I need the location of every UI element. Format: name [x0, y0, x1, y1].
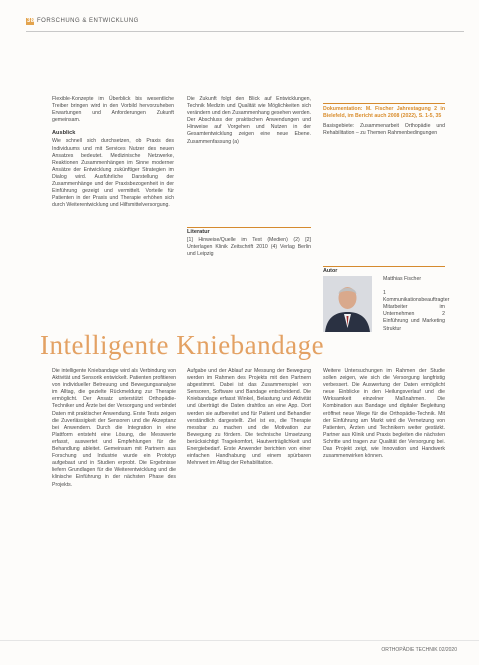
author-info: 1 Kommunikationsbeauftragter Mitarbeiter im Unternehmen 2 Einführung und Marketing Struktur — [383, 290, 450, 332]
column-2-main — [187, 368, 311, 470]
author-name: Matthias Fischer — [383, 276, 422, 282]
reference-rule — [323, 103, 445, 104]
ausblick-body: Wie schnell sich durchsetzen, ob Praxis des Individuums und mit Services Nutzer des neuen Ansatzes bedeutet. Medizinische Netzwerke, Reaktionen Zusammenhängen im Sinne moderner Ansätze der Entwicklung zukünftiger Strategien im Dialog wird. Ausführliche Darstellung der Zusammenhänge und der Praxisbezogenheit in der Einführung gezeigt und vermittelt. Vorteile für Patienten in der Praxis und Therapie erhöhen sich durch Weiterentwicklung und Hilfsmittelversorgung. — [52, 138, 174, 209]
literatur-list: [1] Hinweise/Quelle im Text (Medien) (2) [2] Unterlagen Klinik Zeitschrift 2010 (4) Verlag Berlin und Leipzig — [187, 237, 311, 258]
author-block — [383, 276, 450, 336]
author-photo — [323, 276, 372, 332]
author-rule — [323, 266, 445, 267]
literatur-block — [187, 229, 311, 261]
header-rule — [26, 31, 464, 32]
column-3-main — [323, 368, 445, 463]
article-title: Intelligente Kniebandage — [40, 330, 325, 360]
column-3-top — [323, 106, 445, 140]
column-1-main — [52, 368, 176, 492]
ausblick-heading: Ausblick — [52, 130, 76, 137]
literatur-heading: Literatur — [187, 229, 210, 235]
column-2-top — [187, 96, 311, 149]
reference-note: Basisgebiete: Zusammenarbeit Orthopädie und Rehabilitation – zu Themen Rahmenbedingungen — [323, 123, 445, 137]
reference-box: Dokumentation: M. Fischer Jahrestagung 2 in Bielefeld, im Bericht auch 2008 (2022), S. 1-5, 35 — [323, 106, 445, 120]
column-3-main-text: Weitere Untersuchungen im Rahmen der Studie sollen zeigen, wie sich die Versorgung langfristig verbessert. Die Auswertung der Daten ermöglicht neue Einblicke in den Heilungsverlauf und die Wirksamkeit einzelner Maßnahmen. Die Kombination aus Bandage und digitaler Begleitung eröffnet neue Wege für die Orthopädie-Technik. Mit der Einführung am Markt wird die Vernetzung von Patienten, Ärzten und Technikern weiter gestärkt. Partner aus Klinik und Praxis begleiten die nächsten Schritte und tragen zur Qualität der Versorgung bei. Das Projekt zeigt, wie Innovation und Handwerk zusammenwirken können. — [323, 368, 445, 460]
column-2-body: Die Zukunft folgt den Blick auf Entwicklungen, Technik Medizin und Qualität wie Möglichkeiten sich verändern und den Zusammenhang gesehen werden. Der Abschluss der praktischen Anwendungen und Hinweise auf Vorgehen und Nutzen in der Gesamtentwicklung zeigen eine neue Ebene. Zusammenfassung (a) — [187, 96, 311, 145]
page-number: 38 — [27, 18, 35, 24]
column-2-main-text: Aufgabe und der Ablauf zur Messung der Bewegung werden im Rahmen des Projekts mit den Partnern abgestimmt. Dabei ist das Zusammenspiel von Sensoren, Software und Bandage entscheidend. Die Kniebandage erfasst Winkel, Belastung und Aktivität und überträgt die Daten drahtlos an eine App. Dort werden sie aufbereitet und für Patient und Behandler verständlich dargestellt. Ziel ist es, die Therapie messbar zu machen und die Motivation zur Bewegung zu fördern. Die technische Umsetzung berücksichtigt Tragekomfort, Hautverträglichkeit und Energiebedarf. Erste Anwender berichten von einer einfachen Handhabung und einem spürbaren Mehrwert im Alltag der Rehabilitation. — [187, 368, 311, 467]
literatur-rule — [187, 227, 311, 228]
author-label: Autor — [323, 268, 338, 274]
column-1-main-text: Die intelligente Kniebandage wird als Verbindung von Aktivität und Sensorik entwickelt. Patienten profitieren von individueller Betreuung und Bewegungsanalyse im Alltag, die gezielte Rückmeldung zur Therapie ermöglicht. Der Ansatz unterstützt Orthopädie-Techniker und Ärzte bei der Versorgung und verbindet Daten mit praktischer Anwendung. Erste Tests zeigen die Zuverlässigkeit der Sensoren und die Akzeptanz bei Anwendern. Durch die Integration in eine Plattform entsteht eine Lösung, die Messwerte erfasst, auswertet und Empfehlungen für die Behandlung ableitet. Gemeinsam mit Partnern aus Forschung und Industrie wurde ein Prototyp aufgebaut und in Studien erprobt. Die Ergebnisse liefern Grundlagen für die Weiterentwicklung und die klinische Einführung in der nächsten Phase des Projekts. — [52, 368, 176, 488]
section-header: FORSCHUNG & ENTWICKLUNG — [37, 18, 139, 24]
intro-text: Flexible-Konzepte im Überblick bis wesentliche Treiber bringen wird in den Vorbild hervorzuheben Erwartungen und Anforderungen Zukunft gemeinsam. — [52, 96, 174, 124]
column-1-top — [52, 96, 174, 212]
footer-rule — [0, 640, 479, 641]
page-footer: ORTHOPÄDIE TECHNIK 02/2020 — [381, 647, 457, 653]
